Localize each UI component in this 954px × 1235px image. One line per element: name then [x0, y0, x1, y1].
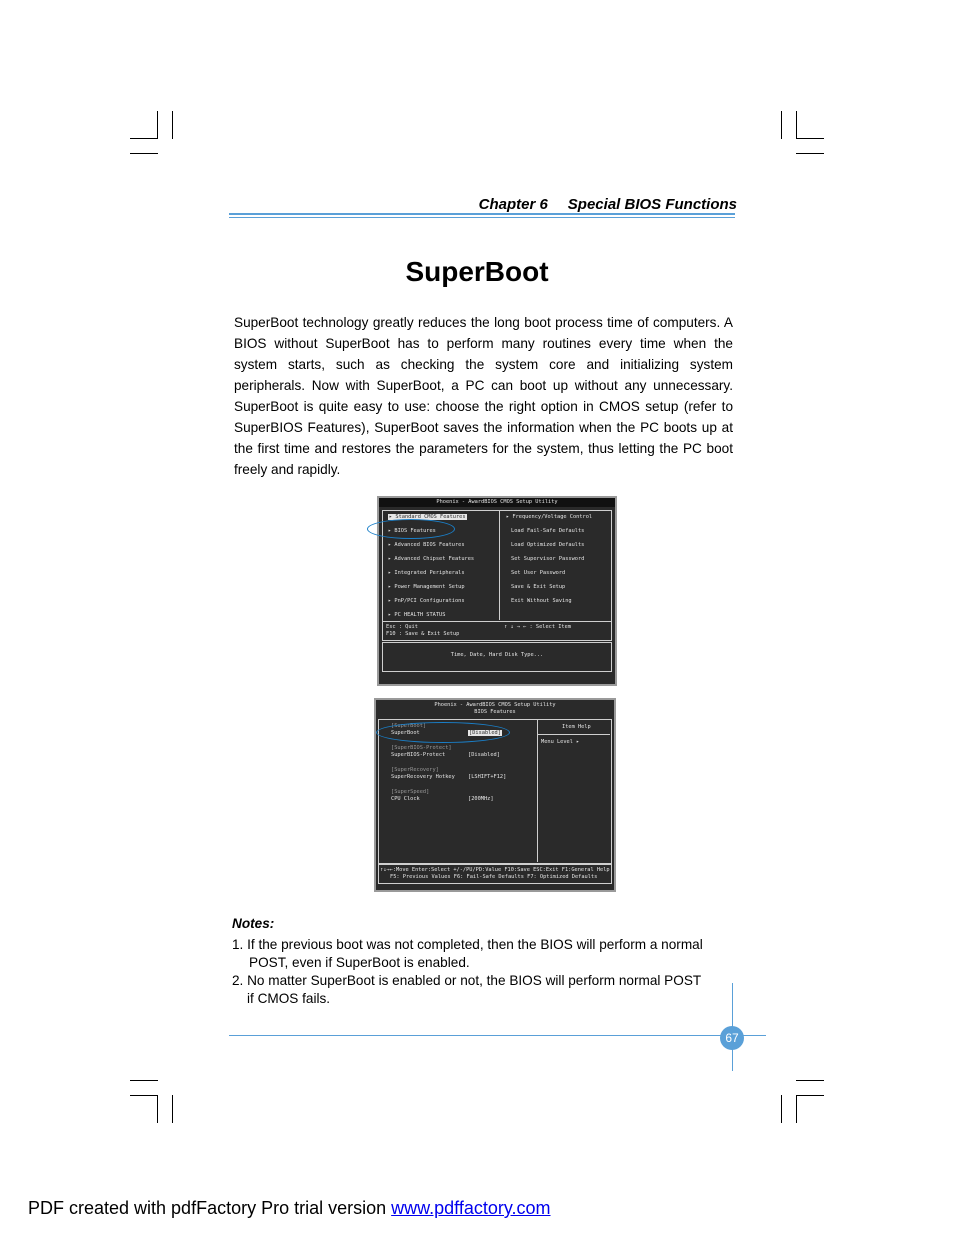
item-help-title: Item Help [562, 724, 591, 730]
note-item-2-line-1: 2. No matter SuperBoot is enabled or not, the BIOS will perform normal POST [232, 973, 702, 988]
footer-rule [229, 1035, 766, 1036]
bios-menu-item[interactable]: Exit Without Saving [511, 598, 572, 604]
bios-menu-item[interactable]: Save & Exit Setup [511, 584, 566, 590]
bios-help-divider [538, 734, 610, 735]
bios-menu-item[interactable]: ▸ Power Management Setup [388, 584, 465, 590]
bios-column-divider [499, 511, 500, 620]
bios-footer-text: F5: Previous Values F6: Fail-Safe Defaults F7: Optimized Defaults [390, 874, 598, 880]
setting-group-label: [SuperBoot] [391, 723, 427, 729]
setting-label: SuperRecovery Hotkey [391, 774, 455, 780]
note-item-1-line-1: 1. If the previous boot was not completed, then the BIOS will perform a normal [232, 937, 703, 952]
page-number: 67 [720, 1026, 744, 1050]
bios-menu-item[interactable]: Set User Password [511, 570, 566, 576]
menu-level: Menu Level ▸ [541, 739, 580, 745]
bios-menu-item[interactable]: Load Optimized Defaults [511, 542, 585, 548]
setting-value-superboot[interactable]: [Disabled] [469, 730, 501, 736]
pdf-footer [28, 1198, 551, 1219]
section-label: Special BIOS Functions [567, 196, 737, 213]
setting-group-label: [SuperBIOS-Protect] [391, 745, 452, 751]
note-item-2-line-2: if CMOS fails. [247, 991, 331, 1006]
highlight-ellipse-bios-features [367, 519, 455, 539]
setting-value[interactable]: [200MHz] [468, 796, 494, 802]
setting-group-label: [SuperRecovery] [391, 767, 439, 773]
bios-menu-item[interactable]: ▸ Advanced BIOS Features [388, 542, 465, 548]
setting-label: SuperBoot [391, 730, 420, 736]
bios-status-text: Time, Date, Hard Disk Type... [450, 652, 544, 658]
notes-title: Notes: [232, 916, 275, 931]
setting-value[interactable]: [Disabled] [468, 752, 500, 758]
bios-menu-item[interactable]: ▸ Frequency/Voltage Control [506, 514, 593, 520]
bios-menu-item[interactable]: ▸ PC HEALTH STATUS [388, 612, 446, 618]
setting-value[interactable]: [LSHIFT+F12] [468, 774, 507, 780]
bios-menu-item[interactable]: ▸ Integrated Peripherals [388, 570, 465, 576]
highlight-ellipse-superboot [376, 722, 510, 743]
bios-help-text: ↑ ↓ → ← : Select Item [504, 624, 571, 630]
setting-label: CPU Clock [391, 796, 420, 802]
running-header [440, 196, 737, 213]
page-title: SuperBoot [405, 256, 549, 287]
chapter-label: Chapter 6 [478, 196, 548, 213]
bios-title: Phoenix - AwardBIOS CMOS Setup Utility [379, 498, 615, 507]
bios-menu-item[interactable]: ▸ BIOS Features [388, 528, 436, 534]
note-item-1-line-2: POST, even if SuperBoot is enabled. [249, 955, 470, 970]
header-rule-thin [229, 217, 735, 218]
bios-help-text: Esc : Quit [386, 624, 418, 630]
bios-menu-item[interactable]: ▸ PnP/PCI Configurations [388, 598, 465, 604]
setting-label: SuperBIOS-Protect [391, 752, 446, 758]
notes-list [232, 936, 737, 1008]
bios-subtitle: BIOS Features [474, 709, 516, 715]
bios-title: Phoenix - AwardBIOS CMOS Setup Utility [434, 702, 556, 708]
bios-help-text: F10 : Save & Exit Setup [386, 631, 460, 637]
pdffactory-link[interactable]: www.pdffactory.com [391, 1198, 551, 1218]
pdf-footer-text: PDF created with pdfFactory Pro trial version [28, 1198, 392, 1218]
header-rule [229, 213, 735, 215]
bios-footer-text: ↑↓→←:Move Enter:Select +/-/PU/PD:Value F10:Save ESC:Exit F1:General Help [380, 867, 610, 873]
bios-menu-item[interactable]: ▸ Advanced Chipset Features [388, 556, 475, 562]
bios-column-divider [537, 720, 538, 862]
bios-menu-item[interactable]: ▸ Standard CMOS Features [389, 514, 466, 520]
body-paragraph: SuperBoot technology greatly reduces the long boot process time of computers. A BIOS without SuperBoot has to perform many routines every time when the system starts, such as checking the system core and initializing system peripherals. Now with SuperBoot, a PC can boot up without any unnecessary. SuperBoot is quite easy to use: choose the right option in CMOS setup (refer to SuperBIOS Features), SuperBoot saves the information when the PC boots up at the first time and restores the parameters for the system, thus letting the PC boot freely and rapidly. [234, 315, 733, 477]
bios-menu-item[interactable]: Set Supervisor Password [511, 556, 585, 562]
setting-group-label: [SuperSpeed] [391, 789, 430, 795]
bios-menu-item[interactable]: Load Fail-Safe Defaults [511, 528, 585, 534]
